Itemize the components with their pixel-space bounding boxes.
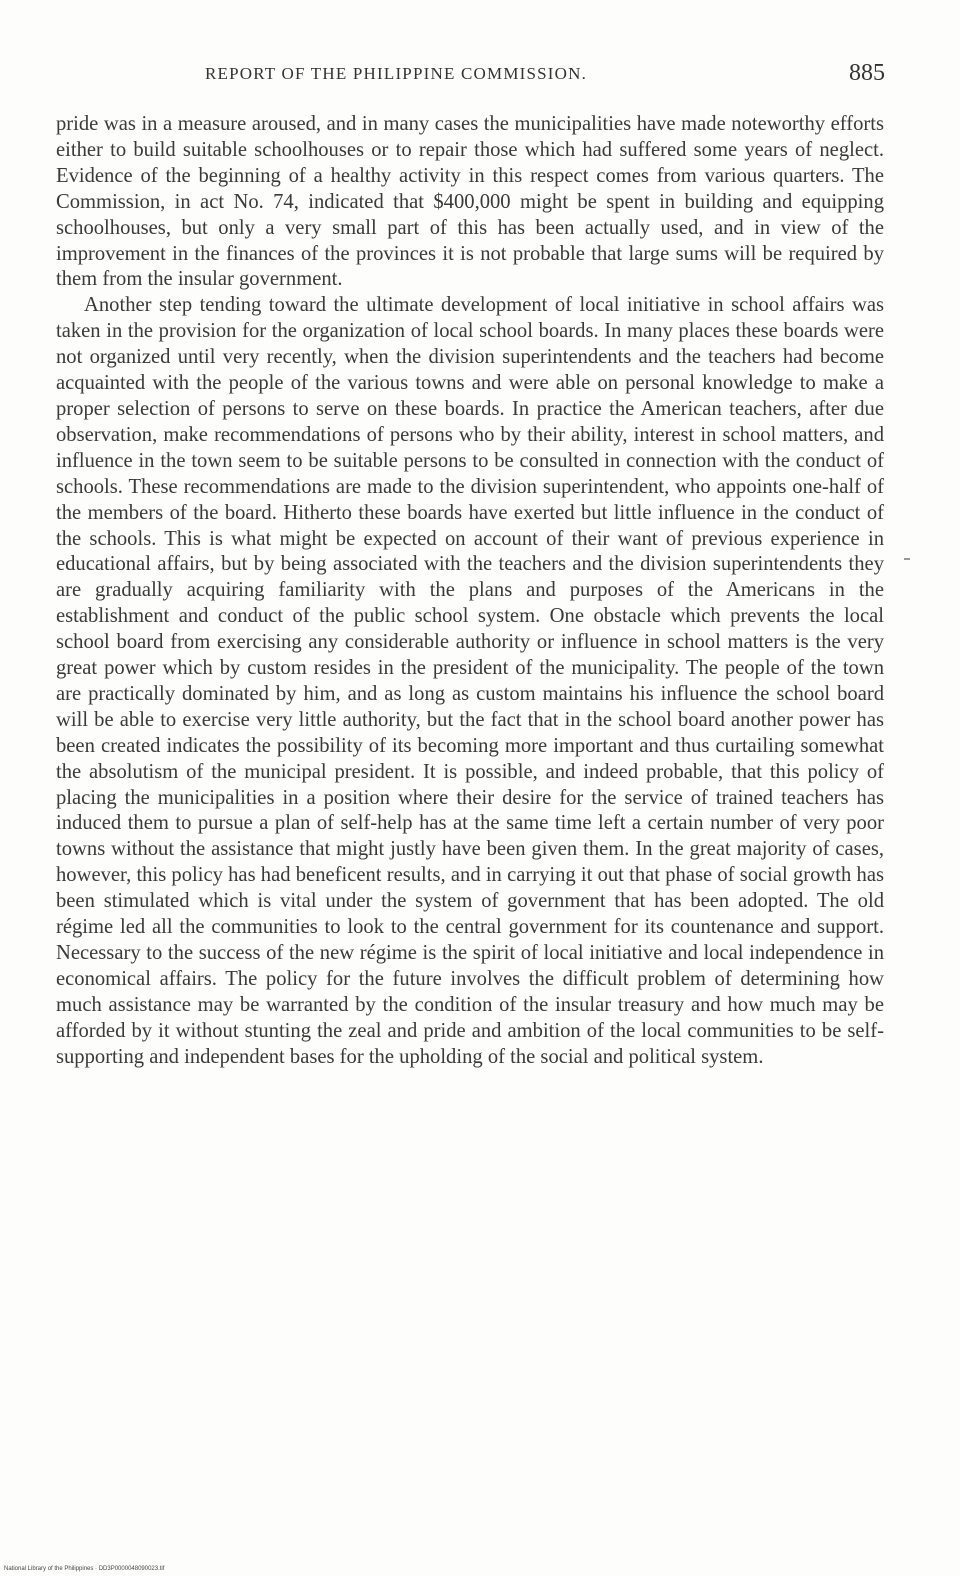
paragraph-continued: pride was in a measure aroused, and in many cases the municipalities have made noteworthy efforts either to build suitable schoolhouses or to repair those which had suffered some years of neglect. Evidence of the beginning of a healthy activity in this respect comes from various quarters. The Commission, in act No. 74, indicated that $400,000 might be spent in building and equipping schoolhouses, but only a very small part of this has been actually used, and in view of the improvement in the finances of the provinces it is not probable that large sums will be required by them from the insular government. [56,113,884,291]
page-number: 885 [849,60,885,86]
body-text [56,112,884,1071]
paragraph-school-boards: Another step tending toward the ultimate development of local initiative in school affairs was taken in the provision for the organization of local school boards. In many places these boards were not organized until very recently, when the division superintendents and the teachers had become acquainted with the people of the various towns and were able on personal knowledge to make a proper selection of persons to serve on these boards. In practice the American teachers, after due observation, make recommendations of persons who by their ability, interest in school matters, and influence in the town seem to be suitable persons to be consulted in connection with the conduct of schools. These recommendations are made to the division superintendent, who appoints one-half of the members of the board. Hitherto these boards have exerted but little influence in the conduct of the schools. This is what might be expected on account of their want of previous experience in educational affairs, but by being associated with the teachers and the division superintendents they are gradually acquiring familiarity with the plans and purposes of the Americans in the establishment and conduct of the public school system. One obstacle which prevents the local school board from exercising any considerable authority or influence in school matters is the very great power which by custom resides in the president of the municipality. The people of the town are practically dominated by him, and as long as custom maintains his influence the school board will be able to exercise very little authority, but the fact that in the school board another power has been created indicates the possibility of its becoming more important and thus curtailing somewhat the absolutism of the municipal president. It is possible, and indeed probable, that this policy of placing the municipalities in a position where their desire for the service of trained teachers has induced them to pursue a plan of self-help has at the same time left a certain number of very poor towns without the assistance that might justly have been given them. In the great majority of cases, however, this policy has had beneficent results, and in carrying it out that phase of social growth has been stimulated which is vital under the system of government that has been adopted. The old régime led all the communities to look to the central government for its countenance and support. Necessary to the success of the new régime is the spirit of local initiative and local independence in economical affairs. The policy for the future involves the difficult problem of determining how much assistance may be warranted by the condition of the insular treasury and how much may be afforded by it without stunting the zeal and pride and ambition of the local communities to be self-supporting and independent bases for the upholding of the social and political system. [56,294,884,1068]
scan-artifact [904,558,910,560]
running-title: REPORT OF THE PHILIPPINE COMMISSION. [205,64,588,83]
footer-credit: National Library of the Philippines · DD3P0000048090023.tif [4,1566,165,1572]
running-head [205,60,885,90]
